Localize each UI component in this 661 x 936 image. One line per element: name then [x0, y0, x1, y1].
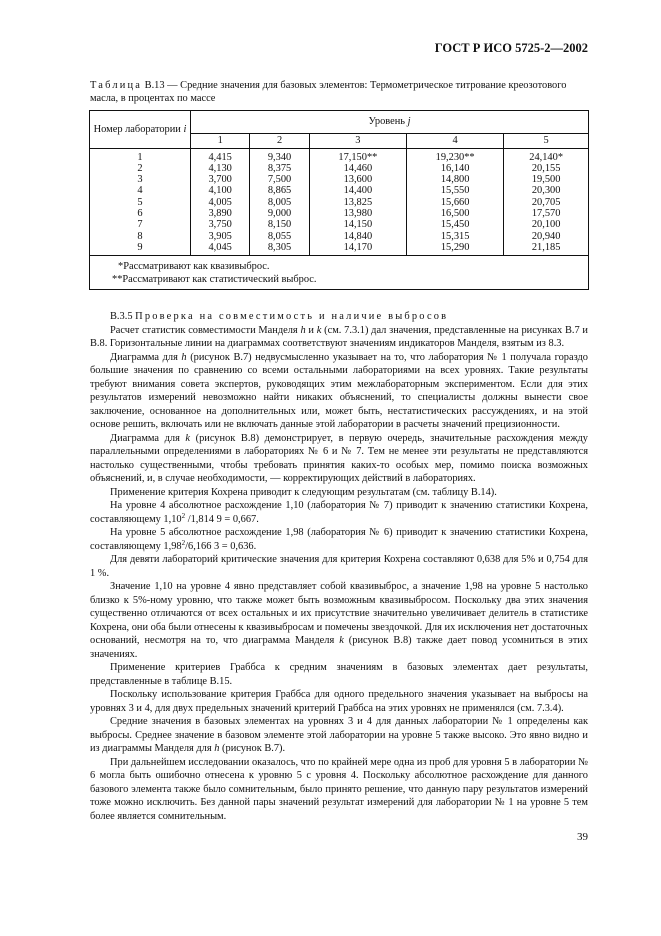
table-cell: 14,460: [343, 162, 373, 174]
table-cell: 16,500: [440, 207, 470, 219]
table-cell: 4,045: [208, 241, 232, 253]
table-cell: 8,375: [267, 162, 292, 174]
level-value-column: [191, 148, 250, 256]
table-cell: 15,315: [440, 230, 470, 242]
table-cell: 6: [137, 207, 143, 219]
table-cell: 8,005: [267, 196, 292, 208]
level-value-column: [504, 148, 589, 256]
level-value-column: [407, 148, 504, 256]
text-run: Диаграмма для: [110, 432, 186, 444]
text-run: Применение критериев Граббса к средним значениям в базовых элементах дает результаты, представленные в таблице В.15.: [90, 662, 588, 687]
table-cell: 15,450: [440, 219, 470, 231]
text-run: Поскольку использование критерия Граббса для одного предельного значения указывает на выбросы на уровнях 3 и 4, для двух предельных значений критерий Граббса на этих уровнях не применялся (см. 7.3.4).: [90, 689, 588, 714]
paragraph: [90, 526, 588, 553]
text-run: (рисунок В.7).: [219, 743, 286, 754]
lab-header: [90, 111, 191, 149]
table-cell: 13,825: [343, 196, 373, 208]
text-run: (рисунок В.7) недвусмысленно указывает на то, что лаборатория № 1 получала гораздо большие значения по сравнению со всеми остальными лабораториями на всех уровнях. Такие результаты требуют внимания совета экспертов, руководящих этим межлабораторным экспериментом. Если для этих результатов измерений невозможно найти никаких объяснений, то специалисты должны вынести свое заключение, основанное на дополнительных или, может быть, нестатистических рассуждениях, и на этой основе решить, включать или не включать данные этой лаборатории в расчеты значений прецизионности.: [90, 351, 588, 430]
text-run: Расчет статистик совместимости Манделя: [110, 324, 301, 336]
paragraph: [90, 688, 588, 715]
caption-label: Таблица: [90, 80, 143, 91]
text-run: При дальнейшем исследовании оказалось, что по крайней мере одна из проб для уровня 5 в лаборатории № 6 могла быть ошибочно отнесена к уровню 5 с уровня 4. Поскольку абсолютное расхождение для данного базового элемента также было сомнительным, было принято решение, что данную пару результатов измерений тоже можно исключить. Без данной пары значений результат измерений для лаборатории № 1 на уровне 5 тем более является сомнительным.: [90, 756, 588, 822]
table-cell: 19,230**: [435, 151, 475, 163]
data-table: [89, 110, 589, 290]
table-cell: 20,300: [531, 185, 561, 197]
table-cell: 13,600: [343, 174, 373, 186]
lab-var: i: [183, 123, 187, 135]
table-cell: 9,340: [267, 151, 292, 163]
lab-number-column: [90, 148, 191, 256]
table-cell: 4,100: [208, 185, 232, 197]
table-cell: 9: [137, 241, 143, 253]
text-run: Применение критерия Кохрена приводит к следующим результатам (см. таблицу В.14).: [110, 486, 497, 498]
text-run: /6,166 3 = 0,636.: [185, 540, 257, 552]
level-column-header: 4: [407, 134, 504, 149]
paragraph: [90, 432, 588, 486]
level-var: j: [407, 116, 411, 128]
table-cell: 3,700: [208, 174, 232, 186]
level-column-header: 2: [250, 134, 309, 149]
table-cell: 24,140*: [529, 151, 564, 163]
superscript: 2: [181, 538, 186, 547]
table-cell: 13,980: [343, 207, 373, 219]
table-cell: 19,500: [531, 174, 561, 186]
table-cell: 17,150**: [338, 151, 378, 163]
table-cell: 20,155: [531, 162, 561, 174]
table-caption: [90, 79, 590, 105]
table-cell: 21,185: [531, 241, 561, 253]
italic-variable: h: [181, 351, 187, 363]
table-cell: 15,660: [440, 196, 470, 208]
table-cell: 20,705: [531, 196, 561, 208]
text-run: (см. 7.3.1) дал значения, представленные на рисунках В.7 и В.8. Горизонтальные линии на диаграммах соответствуют значениям индикаторов Манделя, взятым из 8.3.: [90, 324, 588, 349]
italic-variable: k: [185, 432, 191, 444]
table-cell: 16,140: [440, 162, 470, 174]
italic-variable: k: [339, 635, 344, 646]
table-cell: 9,000: [267, 207, 292, 219]
table-cell: 8,305: [267, 241, 292, 253]
table-cell: 2: [137, 162, 143, 174]
table-cell: 14,400: [343, 185, 373, 197]
table-cell: 7,500: [267, 174, 292, 186]
table-cell: 4: [137, 185, 143, 197]
paragraph: [90, 580, 588, 661]
table-cell: 4,415: [208, 151, 232, 163]
table-cell: 14,170: [343, 241, 373, 253]
text-run: /1,814 9 = 0,667.: [185, 513, 259, 525]
table-cell: 3,750: [208, 219, 232, 231]
table-cell: 8,150: [267, 219, 292, 231]
page-number: 39: [577, 831, 588, 843]
table-cell: 20,100: [531, 219, 561, 231]
superscript: 2: [181, 511, 186, 520]
text-run: Значение 1,10 на уровне 4 явно представляет собой квазивыброс, а значение 1,98 на уровне 5 настолько близко к 5%-ному уровню, что также может быть возможным квазивыбросом. Поскольку два этих значения существенно отличаются от всех остальных и их присутствие значительно увеличивает делитель в статистике Кохрена, они оба были отнесены к квазивыбросам и помечены звездочкой. Для их исключения нет достаточных оснований, несмотря на то, что диаграмма Манделя: [90, 581, 588, 646]
table-cell: 5: [137, 196, 143, 208]
level-column-header: 1: [191, 134, 250, 149]
level-value-column: [250, 148, 309, 256]
table-cell: 14,150: [343, 219, 373, 231]
level-header: [191, 111, 589, 134]
text-run: и: [305, 324, 317, 336]
table-cell: 15,550: [440, 185, 470, 197]
note-1: *Рассматривают как квазивыброс.: [118, 261, 270, 273]
table-cell: 4,130: [208, 162, 232, 174]
document-header: ГОСТ Р ИСО 5725-2—2002: [434, 41, 588, 55]
table-cell: 14,800: [440, 174, 470, 186]
note-2: **Рассматривают как статистический выброс.: [112, 274, 317, 286]
section-title: Проверка на совместимость и наличие выбросов: [135, 311, 449, 322]
table-cell: 7: [137, 219, 143, 231]
italic-variable: h: [300, 324, 306, 336]
table-cell: 17,570: [531, 207, 561, 219]
italic-variable: k: [316, 324, 322, 336]
table-cell: 4,005: [208, 196, 232, 208]
table-cell: 1: [137, 151, 143, 163]
paragraph: [90, 486, 588, 500]
table-cell: 20,940: [531, 230, 561, 242]
table-cell: 3: [137, 174, 143, 186]
paragraph: [90, 715, 588, 756]
body-text: [90, 310, 588, 823]
section-heading: [90, 310, 588, 324]
table-cell: 14,840: [343, 230, 373, 242]
paragraph: [90, 756, 588, 824]
paragraph: [90, 351, 588, 432]
paragraph: [90, 324, 588, 351]
italic-variable: h: [214, 743, 220, 754]
table-cell: 3,890: [208, 207, 232, 219]
table-notes: [90, 256, 589, 290]
paragraph: [90, 661, 588, 688]
section-number: В.3.5: [110, 311, 136, 322]
table-cell: 8,055: [267, 230, 292, 242]
level-header-text: Уровень: [368, 116, 406, 128]
caption-text: В.13 — Средние значения для базовых элементов: Термометрическое титрование креозотового масла, в процентах по массе: [90, 80, 567, 104]
table-cell: 15,290: [440, 241, 470, 253]
text-run: Средние значения в базовых элементах на уровнях 3 и 4 для данных лаборатории № 1 определены как выбросы. Среднее значение в базовом элементе этой лаборатории на уровне 5 также высоко. Это явно видно и из диаграммы Манделя для: [90, 716, 588, 754]
text-run: (рисунок В.8) демонстрирует, в первую очередь, значительные расхождения между параллельными определениями в лабораториях № 6 и № 7. Тем не менее эти результаты не представляются настолько существенными, чтобы требовать принятия каких-то особых мер, помимо поиска возможных объяснений, и, в случае необходимости, — корректирующих действий в лабораториях.: [90, 432, 588, 484]
text-run: На уровне 4 абсолютное расхождение 1,10 (лаборатория № 7) приводит к значению статистики Кохрена, составляющему 1,10: [90, 500, 588, 525]
paragraph: [90, 499, 588, 526]
lab-header-text: Номер лаборатории: [93, 123, 181, 135]
text-run: Диаграмма для: [110, 351, 182, 363]
table-cell: 3,905: [208, 230, 232, 242]
level-column-header: 3: [309, 134, 406, 149]
text-run: (рисунок В.8) также дает повод усомниться в этих значениях.: [90, 635, 588, 660]
text-run: Для девяти лабораторий критические значения для критерия Кохрена составляют 0,638 для 5% и 0,754 для 1 %.: [90, 554, 588, 579]
paragraph: [90, 553, 588, 580]
table-cell: 8: [137, 230, 143, 242]
level-column-header: 5: [504, 134, 589, 149]
text-run: На уровне 5 абсолютное расхождение 1,98 (лаборатория № 6) приводит к значению статистики Кохрена, составляющему 1,98: [90, 527, 588, 552]
table-cell: 8,865: [267, 185, 292, 197]
level-value-column: [309, 148, 406, 256]
